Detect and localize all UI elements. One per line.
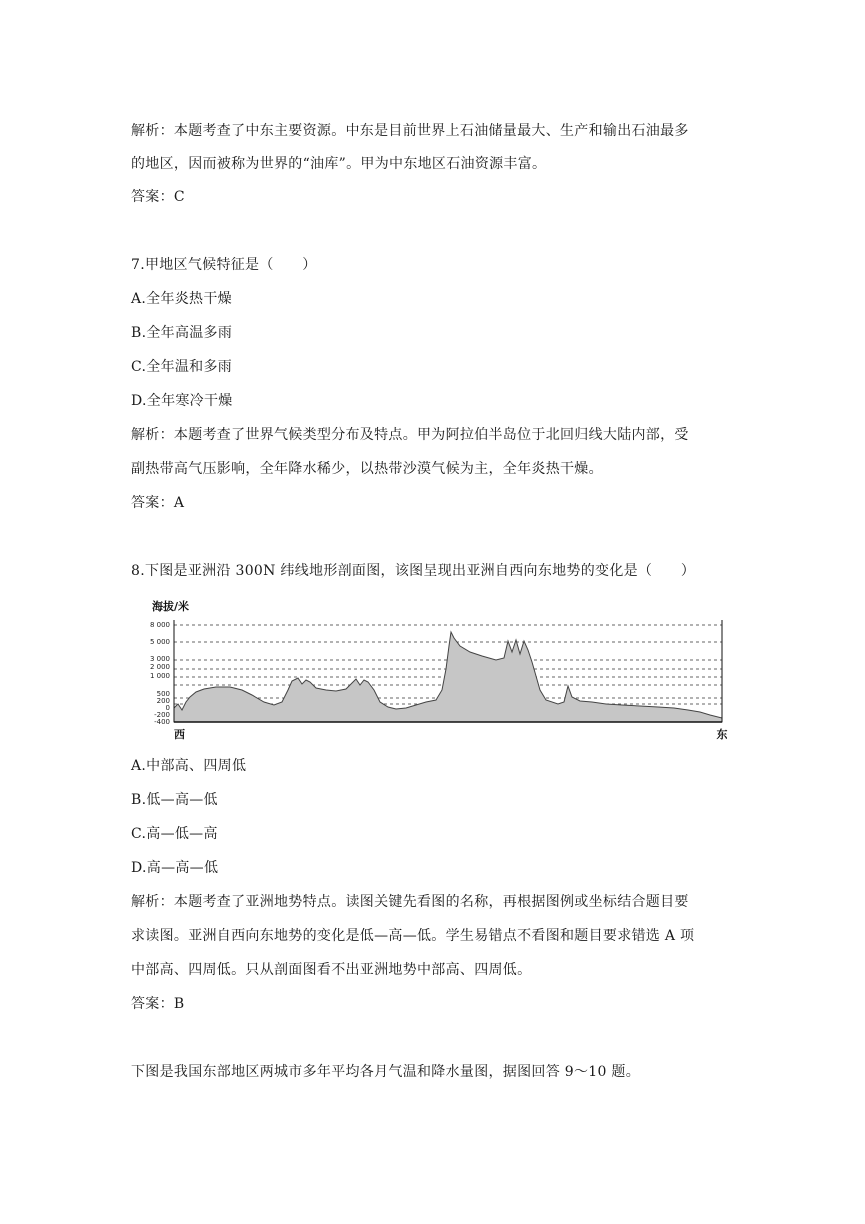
q8-option-b: B.低—高—低 xyxy=(131,792,218,808)
q6-analysis-line-2: 的地区，因而被称为世界的“油库”。甲为中东地区石油资源丰富。 xyxy=(131,156,547,172)
q7-option-d: D.全年寒冷干燥 xyxy=(131,393,233,409)
q8-stem: 8.下图是亚洲沿 300N 纬线地形剖面图，该图呈现出亚洲自西向东地势的变化是（ ） xyxy=(131,563,696,579)
tick-8000: 8 000 xyxy=(149,621,170,629)
q7-option-a: A.全年炎热干燥 xyxy=(131,291,232,307)
q8-analysis-line-3: 中部高、四周低。只从剖面图看不出亚洲地势中部高、四周低。 xyxy=(131,962,532,978)
q6-answer: 答案：C xyxy=(131,189,185,205)
tick-minus400: -400 xyxy=(154,718,170,726)
q8-analysis-line-2: 求读图。亚洲自西向东地势的变化是低—高—低。学生易错点不看图和题目要求错选 A 项 xyxy=(131,928,695,944)
tick-minus200: -200 xyxy=(154,711,170,719)
terrain-profile-area xyxy=(174,632,722,722)
tick-0: 0 xyxy=(165,704,170,712)
q8-analysis-line-1: 解析：本题考查了亚洲地势特点。读图关键先看图的名称，再根据图例或坐标结合题目要 xyxy=(131,894,689,910)
q7-answer: 答案：A xyxy=(131,495,185,511)
q7-analysis-line-2: 副热带高气压影响，全年降水稀少，以热带沙漠气候为主，全年炎热干燥。 xyxy=(131,461,603,477)
q7-analysis-line-1: 解析：本题考查了世界气候类型分布及特点。甲为阿拉伯半岛位于北回归线大陆内部，受 xyxy=(131,427,689,443)
q7-option-c: C.全年温和多雨 xyxy=(131,359,233,375)
tick-5000: 5 000 xyxy=(149,638,170,646)
q8-option-d: D.高—高—低 xyxy=(131,860,219,876)
tick-500: 500 xyxy=(156,690,170,698)
q8-option-a: A.中部高、四周低 xyxy=(131,758,247,774)
tick-2000: 2 000 xyxy=(149,663,170,671)
q7-option-b: B.全年高温多雨 xyxy=(131,325,233,341)
tick-3000: 3 000 xyxy=(149,655,170,663)
intro-questions-9-10: 下图是我国东部地区两城市多年平均各月气温和降水量图，据图回答 9～10 题。 xyxy=(131,1064,641,1080)
terrain-profile-svg xyxy=(140,594,740,744)
terrain-profile-figure xyxy=(140,594,740,744)
q8-answer: 答案：B xyxy=(131,996,185,1012)
profile-ylabel: 海拔/米 xyxy=(152,600,190,613)
tick-200: 200 xyxy=(156,697,170,705)
q6-analysis-line-1: 解析：本题考查了中东主要资源。中东是目前世界上石油储量最大、生产和输出石油最多 xyxy=(131,123,689,139)
profile-east-label: 东 xyxy=(716,728,728,741)
tick-1000: 1 000 xyxy=(149,672,170,680)
q8-option-c: C.高—低—高 xyxy=(131,826,218,842)
q7-stem: 7.甲地区气候特征是（ ） xyxy=(131,257,317,273)
profile-west-label: 西 xyxy=(174,728,185,741)
